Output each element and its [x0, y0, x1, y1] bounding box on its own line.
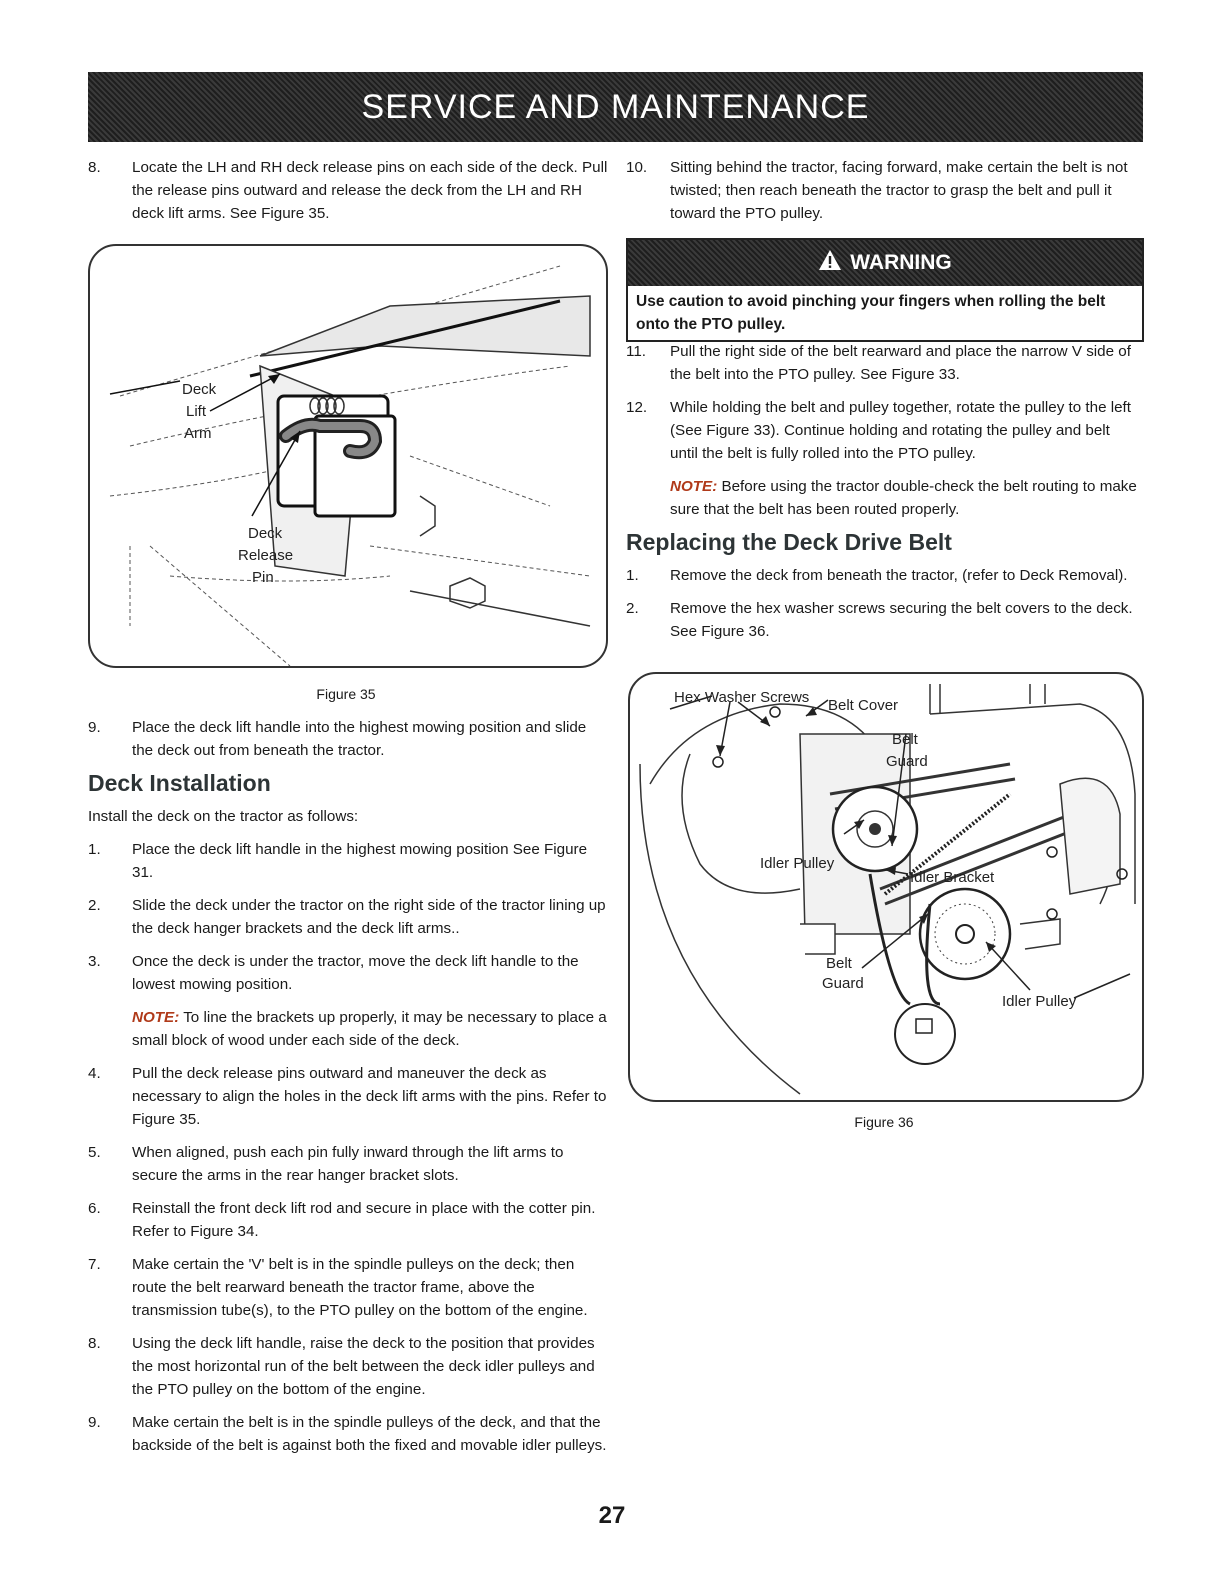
step-text: While holding the belt and pulley together, rotate the pulley to the left (See Figure 33). Continue holding and rotating the pulley and belt until the belt is fully rolled into the PTO pulley.	[670, 399, 1131, 462]
step-number: 5.	[88, 1144, 101, 1161]
step-text: Remove the hex washer screws securing the belt covers to the deck. See Figure 36.	[670, 600, 1133, 640]
banner-title: SERVICE AND MAINTENANCE	[361, 87, 870, 126]
label-belt-guard-bottom-2: Guard	[822, 975, 864, 992]
step-item	[88, 716, 608, 762]
step-item	[88, 894, 608, 940]
right-column-middle	[626, 340, 1140, 653]
left-column-lower	[88, 716, 608, 1467]
warning-title: WARNING	[850, 251, 952, 274]
step-text: Once the deck is under the tractor, move the deck lift handle to the lowest mowing position.	[132, 953, 579, 993]
note-label: NOTE:	[132, 1009, 180, 1026]
step-text: Sitting behind the tractor, facing forward, make certain the belt is not twisted; then reach beneath the tractor to grasp the belt and pull it toward the PTO pulley.	[670, 159, 1128, 222]
left-column-top	[88, 156, 608, 235]
page-banner	[88, 72, 1143, 142]
figure-35	[88, 244, 608, 668]
step-text: Make certain the belt is in the spindle pulleys of the deck, and that the backside of the belt is against both the fixed and movable idler pulleys.	[132, 1414, 607, 1454]
figure-36-caption: Figure 36	[854, 1114, 914, 1130]
label-belt-guard-bottom-1: Belt	[826, 955, 852, 972]
page-number: 27	[598, 1502, 626, 1529]
label-deck-lift-arm-1: Deck	[182, 381, 217, 398]
label-deck-release-pin-3: Pin	[252, 569, 274, 586]
label-deck-lift-arm-2: Lift	[186, 403, 207, 420]
step-number: 2.	[626, 600, 639, 617]
step-text: Pull the deck release pins outward and maneuver the deck as necessary to align the holes in the deck lift arms with the pins. Refer to Figure 35.	[132, 1065, 607, 1128]
step-number: 12.	[626, 399, 648, 416]
step-item	[626, 156, 1140, 225]
step-item	[88, 838, 608, 884]
warning-text: Use caution to avoid pinching your fingers when rolling the belt onto the PTO pulley.	[636, 293, 1106, 333]
step-item	[626, 340, 1140, 386]
step-item	[88, 950, 608, 996]
step-item	[88, 1062, 608, 1131]
label-deck-lift-arm-3: Arm	[184, 425, 212, 442]
deck-lift-arm-illustration	[90, 246, 606, 666]
deck-installation-intro: Install the deck on the tractor as follows:	[88, 808, 359, 825]
label-hex-washer-screws: Hex Washer Screws	[674, 689, 810, 706]
step-text: Make certain the 'V' belt is in the spindle pulleys on the deck; then route the belt rearward beneath the tractor frame, above the transmission tube(s), to the PTO pulley on the bottom of the engine.	[132, 1256, 588, 1319]
deck-belt-illustration	[630, 674, 1142, 1100]
label-deck-release-pin-1: Deck	[248, 525, 283, 542]
step-item	[88, 1141, 608, 1187]
step-number: 2.	[88, 897, 101, 914]
step-number: 10.	[626, 159, 648, 176]
step-text: Pull the right side of the belt rearward and place the narrow V side of the belt into the PTO pulley. See Figure 33.	[670, 343, 1131, 383]
warning-header	[628, 240, 1142, 286]
step-number: 9.	[88, 719, 101, 736]
step-text: Reinstall the front deck lift rod and secure in place with the cotter pin. Refer to Figure 34.	[132, 1200, 596, 1240]
note-text: Before using the tractor double-check the belt routing to make sure that the belt has been routed properly.	[670, 478, 1137, 518]
step-item	[626, 396, 1140, 465]
right-column-top	[626, 156, 1140, 235]
step-text: Place the deck lift handle into the highest mowing position and slide the deck out from beneath the tractor.	[132, 719, 587, 759]
step-text: Slide the deck under the tractor on the right side of the tractor lining up the deck hanger brackets and the deck lift arms..	[132, 897, 606, 937]
step-item	[626, 597, 1140, 643]
step-number: 9.	[88, 1414, 101, 1431]
note-label: NOTE:	[670, 478, 718, 495]
routing-note	[626, 475, 1140, 521]
label-belt-cover: Belt Cover	[828, 697, 899, 714]
step-text: Using the deck lift handle, raise the deck to the position that provides the most horizontal run of the belt between the deck idler pulleys and the PTO pulley on the bottom of the engine.	[132, 1335, 595, 1398]
step-number: 3.	[88, 953, 101, 970]
step-text: Locate the LH and RH deck release pins on each side of the deck. Pull the release pins outward and release the deck from the LH and RH deck lift arms. See Figure 35.	[132, 159, 608, 222]
step-number: 11.	[626, 343, 646, 360]
step-text: Place the deck lift handle in the highest mowing position See Figure 31.	[132, 841, 588, 881]
step-number: 1.	[88, 841, 101, 858]
step-number: 1.	[626, 567, 639, 584]
label-idler-pulley-right: Idler Pulley	[1002, 993, 1077, 1010]
warning-triangle-icon	[818, 249, 842, 277]
step-item	[88, 1253, 608, 1322]
label-idler-pulley-left: Idler Pulley	[760, 855, 835, 872]
step-number: 4.	[88, 1065, 101, 1082]
step-item	[88, 1411, 608, 1457]
figure-35-caption: Figure 35	[316, 686, 376, 702]
replacing-heading: Replacing the Deck Drive Belt	[626, 529, 952, 555]
step-number: 7.	[88, 1256, 101, 1273]
step-item	[88, 1197, 608, 1243]
label-belt-guard-top-2: Guard	[886, 753, 928, 770]
step-number: 8.	[88, 1335, 101, 1352]
step-item	[88, 156, 608, 225]
label-deck-release-pin-2: Release	[238, 547, 294, 564]
figure-36	[628, 672, 1144, 1102]
label-belt-guard-top-1: Belt	[892, 731, 918, 748]
step-text: Remove the deck from beneath the tractor, (refer to Deck Removal).	[670, 567, 1128, 584]
step-number: 8.	[88, 159, 101, 176]
step-item	[626, 564, 1140, 587]
label-idler-bracket: Idler Bracket	[910, 869, 995, 886]
warning-box	[626, 238, 1144, 342]
step-item	[88, 1332, 608, 1401]
note-text: To line the brackets up properly, it may be necessary to place a small block of wood under each side of the deck.	[132, 1009, 607, 1049]
step-text: When aligned, push each pin fully inward through the lift arms to secure the arms in the rear hanger bracket slots.	[132, 1144, 564, 1184]
deck-installation-note	[88, 1006, 608, 1052]
deck-installation-heading: Deck Installation	[88, 770, 271, 796]
step-number: 6.	[88, 1200, 101, 1217]
